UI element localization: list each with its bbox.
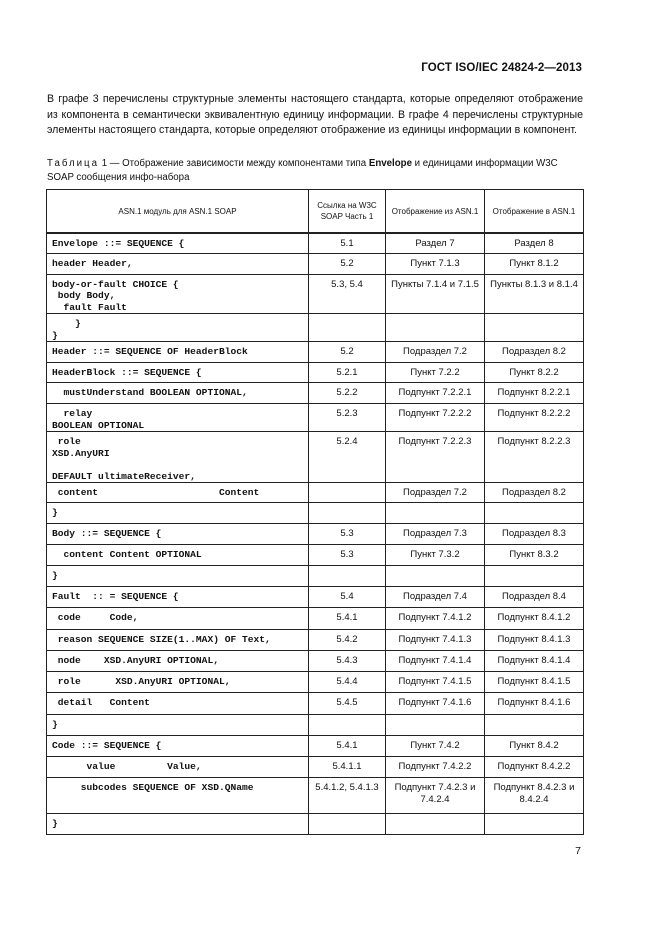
map-from-cell: Подпункт 7.4.2.2 [386,757,485,778]
map-from-cell: Подпункт 7.4.1.6 [386,693,485,715]
w3c-ref-cell: 5.4.1.2, 5.4.1.3 [309,778,386,814]
w3c-ref-cell: 5.2.2 [309,383,386,404]
map-to-cell: Пункт 8.2.2 [485,363,584,383]
standard-designation: ГОСТ ISO/IEC 24824-2—2013 [421,62,582,74]
w3c-ref-cell: 5.4.1.1 [309,757,386,778]
asn1-code-cell [47,715,309,736]
w3c-ref-cell: 5.4.1 [309,736,386,757]
header-asn1-module: ASN.1 модуль для ASN.1 SOAP [47,190,309,234]
map-from-cell: Пункт 7.3.2 [386,545,485,566]
table-row [47,672,584,693]
table-row [47,363,584,383]
code-line: value Value, [52,761,202,772]
table-row [47,545,584,566]
code-line: code Code, [52,612,139,623]
code-line: detail Content [52,697,150,708]
map-to-cell: Подпункт 8.4.2.2 [485,757,584,778]
map-to-cell [485,503,584,524]
code-line: BOOLEAN OPTIONAL [52,419,145,431]
map-from-cell [386,566,485,587]
map-to-cell [485,314,584,342]
map-to-cell: Подраздел 8.2 [485,342,584,363]
asn1-code-cell [47,757,309,778]
w3c-ref-cell: 5.2.3 [309,404,386,432]
map-from-cell: Подраздел 7.2 [386,342,485,363]
map-to-cell: Подпункт 8.4.1.2 [485,608,584,630]
map-from-cell: Подпункт 7.4.1.2 [386,608,485,630]
caption-text-2: и единицами информации W3C SOAP сообщения инфо-набора [47,158,558,183]
w3c-ref-cell [309,483,386,503]
table-row [47,566,584,587]
w3c-ref-cell: 5.3 [309,524,386,545]
table-body [47,233,584,835]
asn1-code-cell [47,630,309,651]
asn1-code-cell [47,814,309,835]
table-caption [47,157,587,184]
asn1-code-cell [47,314,309,342]
table-row [47,483,584,503]
code-line: } [52,570,58,581]
w3c-ref-cell [309,566,386,587]
map-from-cell: Пункт 7.1.3 [386,253,485,274]
map-from-cell: Подпункт 7.4.2.3 и 7.4.2.4 [386,778,485,814]
asn1-code-cell [47,651,309,672]
table-row [47,608,584,630]
asn1-code-cell [47,736,309,757]
asn1-code-cell [47,404,309,432]
map-to-cell: Пункт 8.4.2 [485,736,584,757]
map-from-cell [386,503,485,524]
map-to-cell: Пункт 8.1.2 [485,253,584,274]
map-from-cell: Подпункт 7.4.1.3 [386,630,485,651]
map-to-cell [485,814,584,835]
code-line: DEFAULT ultimateReceiver, [52,470,196,482]
caption-prefix: Таблица [47,158,99,169]
table-row [47,778,584,814]
w3c-ref-cell: 5.2.1 [309,363,386,383]
table-row [47,314,584,342]
map-to-cell: Подпункт 8.2.2.3 [485,432,584,483]
table-header-row [47,190,584,234]
code-line: reason SEQUENCE SIZE(1..MAX) OF Text, [52,634,271,645]
header-map-from: Отображение из ASN.1 [386,190,485,234]
table-row [47,383,584,404]
table-row [47,233,584,253]
code-line: Code ::= SEQUENCE { [52,740,162,751]
asn1-code-cell [47,587,309,608]
code-line: content Content [52,487,260,498]
asn1-code-cell [47,383,309,404]
code-line: relay [52,408,93,419]
map-from-cell: Подпункт 7.4.1.5 [386,672,485,693]
table-row [47,757,584,778]
code-line: body Body, [52,290,116,301]
map-to-cell: Пункты 8.1.3 и 8.1.4 [485,274,584,314]
w3c-ref-cell: 5.4 [309,587,386,608]
code-line: fault Fault [52,301,127,313]
table-row [47,274,584,314]
asn1-code-cell [47,363,309,383]
table-row [47,342,584,363]
map-from-cell: Пункт 7.2.2 [386,363,485,383]
w3c-ref-cell [309,503,386,524]
map-from-cell [386,314,485,342]
code-line: } [52,329,58,341]
map-from-cell: Подпункт 7.2.2.3 [386,432,485,483]
code-line: } [52,818,58,829]
code-line: header Header, [52,257,133,269]
caption-number: 1 [101,158,108,169]
code-line: HeaderBlock ::= SEQUENCE { [52,367,202,378]
w3c-ref-cell: 5.1 [309,233,386,253]
w3c-ref-cell: 5.2 [309,253,386,274]
map-to-cell [485,715,584,736]
w3c-ref-cell: 5.2 [309,342,386,363]
table-row [47,814,584,835]
w3c-ref-cell [309,314,386,342]
asn1-code-cell [47,233,309,253]
asn1-code-cell [47,274,309,314]
table-row [47,736,584,757]
code-line: node XSD.AnyURI OPTIONAL, [52,655,219,666]
w3c-ref-cell: 5.2.4 [309,432,386,483]
table-row [47,630,584,651]
page-number: 7 [575,845,581,857]
map-from-cell: Раздел 7 [386,233,485,253]
w3c-ref-cell: 5.4.2 [309,630,386,651]
w3c-ref-cell: 5.4.4 [309,672,386,693]
map-to-cell: Подраздел 8.4 [485,587,584,608]
map-from-cell: Подпункт 7.2.2.1 [386,383,485,404]
header-w3c-ref: Ссылка на W3C SOAP Часть 1 [309,190,386,234]
asn1-code-cell [47,524,309,545]
map-from-cell: Пункт 7.4.2 [386,736,485,757]
asn1-code-cell [47,672,309,693]
code-line: mustUnderstand BOOLEAN OPTIONAL, [52,387,248,398]
table-row [47,503,584,524]
table-row [47,253,584,274]
caption-text-1: — Отображение зависимости между компонентами типа [107,158,369,169]
mapping-table [46,189,584,835]
w3c-ref-cell: 5.3, 5.4 [309,274,386,314]
map-to-cell: Подпункт 8.2.2.1 [485,383,584,404]
map-from-cell: Подпункт 7.4.1.4 [386,651,485,672]
w3c-ref-cell: 5.4.3 [309,651,386,672]
asn1-code-cell [47,483,309,503]
map-to-cell: Подраздел 8.2 [485,483,584,503]
w3c-ref-cell: 5.4.1 [309,608,386,630]
w3c-ref-cell: 5.3 [309,545,386,566]
asn1-code-cell [47,608,309,630]
table-row [47,432,584,483]
header-map-to: Отображение в ASN.1 [485,190,584,234]
code-line: } [52,507,58,518]
map-to-cell: Подпункт 8.4.1.4 [485,651,584,672]
map-to-cell: Подраздел 8.3 [485,524,584,545]
map-to-cell: Подпункт 8.4.2.3 и 8.4.2.4 [485,778,584,814]
code-line: role [52,436,81,447]
table-row [47,404,584,432]
code-line: } [52,719,58,730]
map-to-cell: Раздел 8 [485,233,584,253]
code-line: Header ::= SEQUENCE OF HeaderBlock [52,346,248,357]
code-line: subcodes SEQUENCE OF XSD.QName [52,782,254,793]
map-to-cell: Подпункт 8.4.1.3 [485,630,584,651]
code-line: XSD.AnyURI [52,447,110,459]
caption-keyword: Envelope [368,158,412,169]
map-from-cell: Подраздел 7.2 [386,483,485,503]
code-line: role XSD.AnyURI OPTIONAL, [52,676,231,687]
code-line: Fault :: = SEQUENCE { [52,591,179,602]
map-to-cell: Подпункт 8.2.2.2 [485,404,584,432]
map-to-cell: Подпункт 8.4.1.6 [485,693,584,715]
code-line: content Content OPTIONAL [52,549,202,560]
asn1-code-cell [47,778,309,814]
table-row [47,587,584,608]
asn1-code-cell [47,566,309,587]
map-from-cell [386,814,485,835]
w3c-ref-cell [309,814,386,835]
map-from-cell: Подпункт 7.2.2.2 [386,404,485,432]
code-line: Body ::= SEQUENCE { [52,528,162,539]
table-row [47,693,584,715]
intro-paragraph: В графе 3 перечислены структурные элементы настоящего стандарта, которые определяют отображение из компонента в семантически эквивалентную единицу информации. В графе 4 перечислены структурные элементы настоящего стандарта, которые определяют отображение из единицы информации в компонент. [47,93,583,137]
map-to-cell: Подпункт 8.4.1.5 [485,672,584,693]
w3c-ref-cell [309,715,386,736]
table-row [47,524,584,545]
map-from-cell: Подраздел 7.4 [386,587,485,608]
code-line: } [52,318,81,329]
map-to-cell: Пункт 8.3.2 [485,545,584,566]
asn1-code-cell [47,432,309,483]
w3c-ref-cell: 5.4.5 [309,693,386,715]
asn1-code-cell [47,342,309,363]
table-row [47,651,584,672]
asn1-code-cell [47,253,309,274]
asn1-code-cell [47,545,309,566]
asn1-code-cell [47,693,309,715]
code-line: Envelope ::= SEQUENCE { [52,238,185,249]
map-from-cell: Подраздел 7.3 [386,524,485,545]
code-line: body-or-fault CHOICE { [52,278,179,290]
map-from-cell [386,715,485,736]
map-from-cell: Пункты 7.1.4 и 7.1.5 [386,274,485,314]
asn1-code-cell [47,503,309,524]
code-line [52,459,303,471]
table-row [47,715,584,736]
map-to-cell [485,566,584,587]
